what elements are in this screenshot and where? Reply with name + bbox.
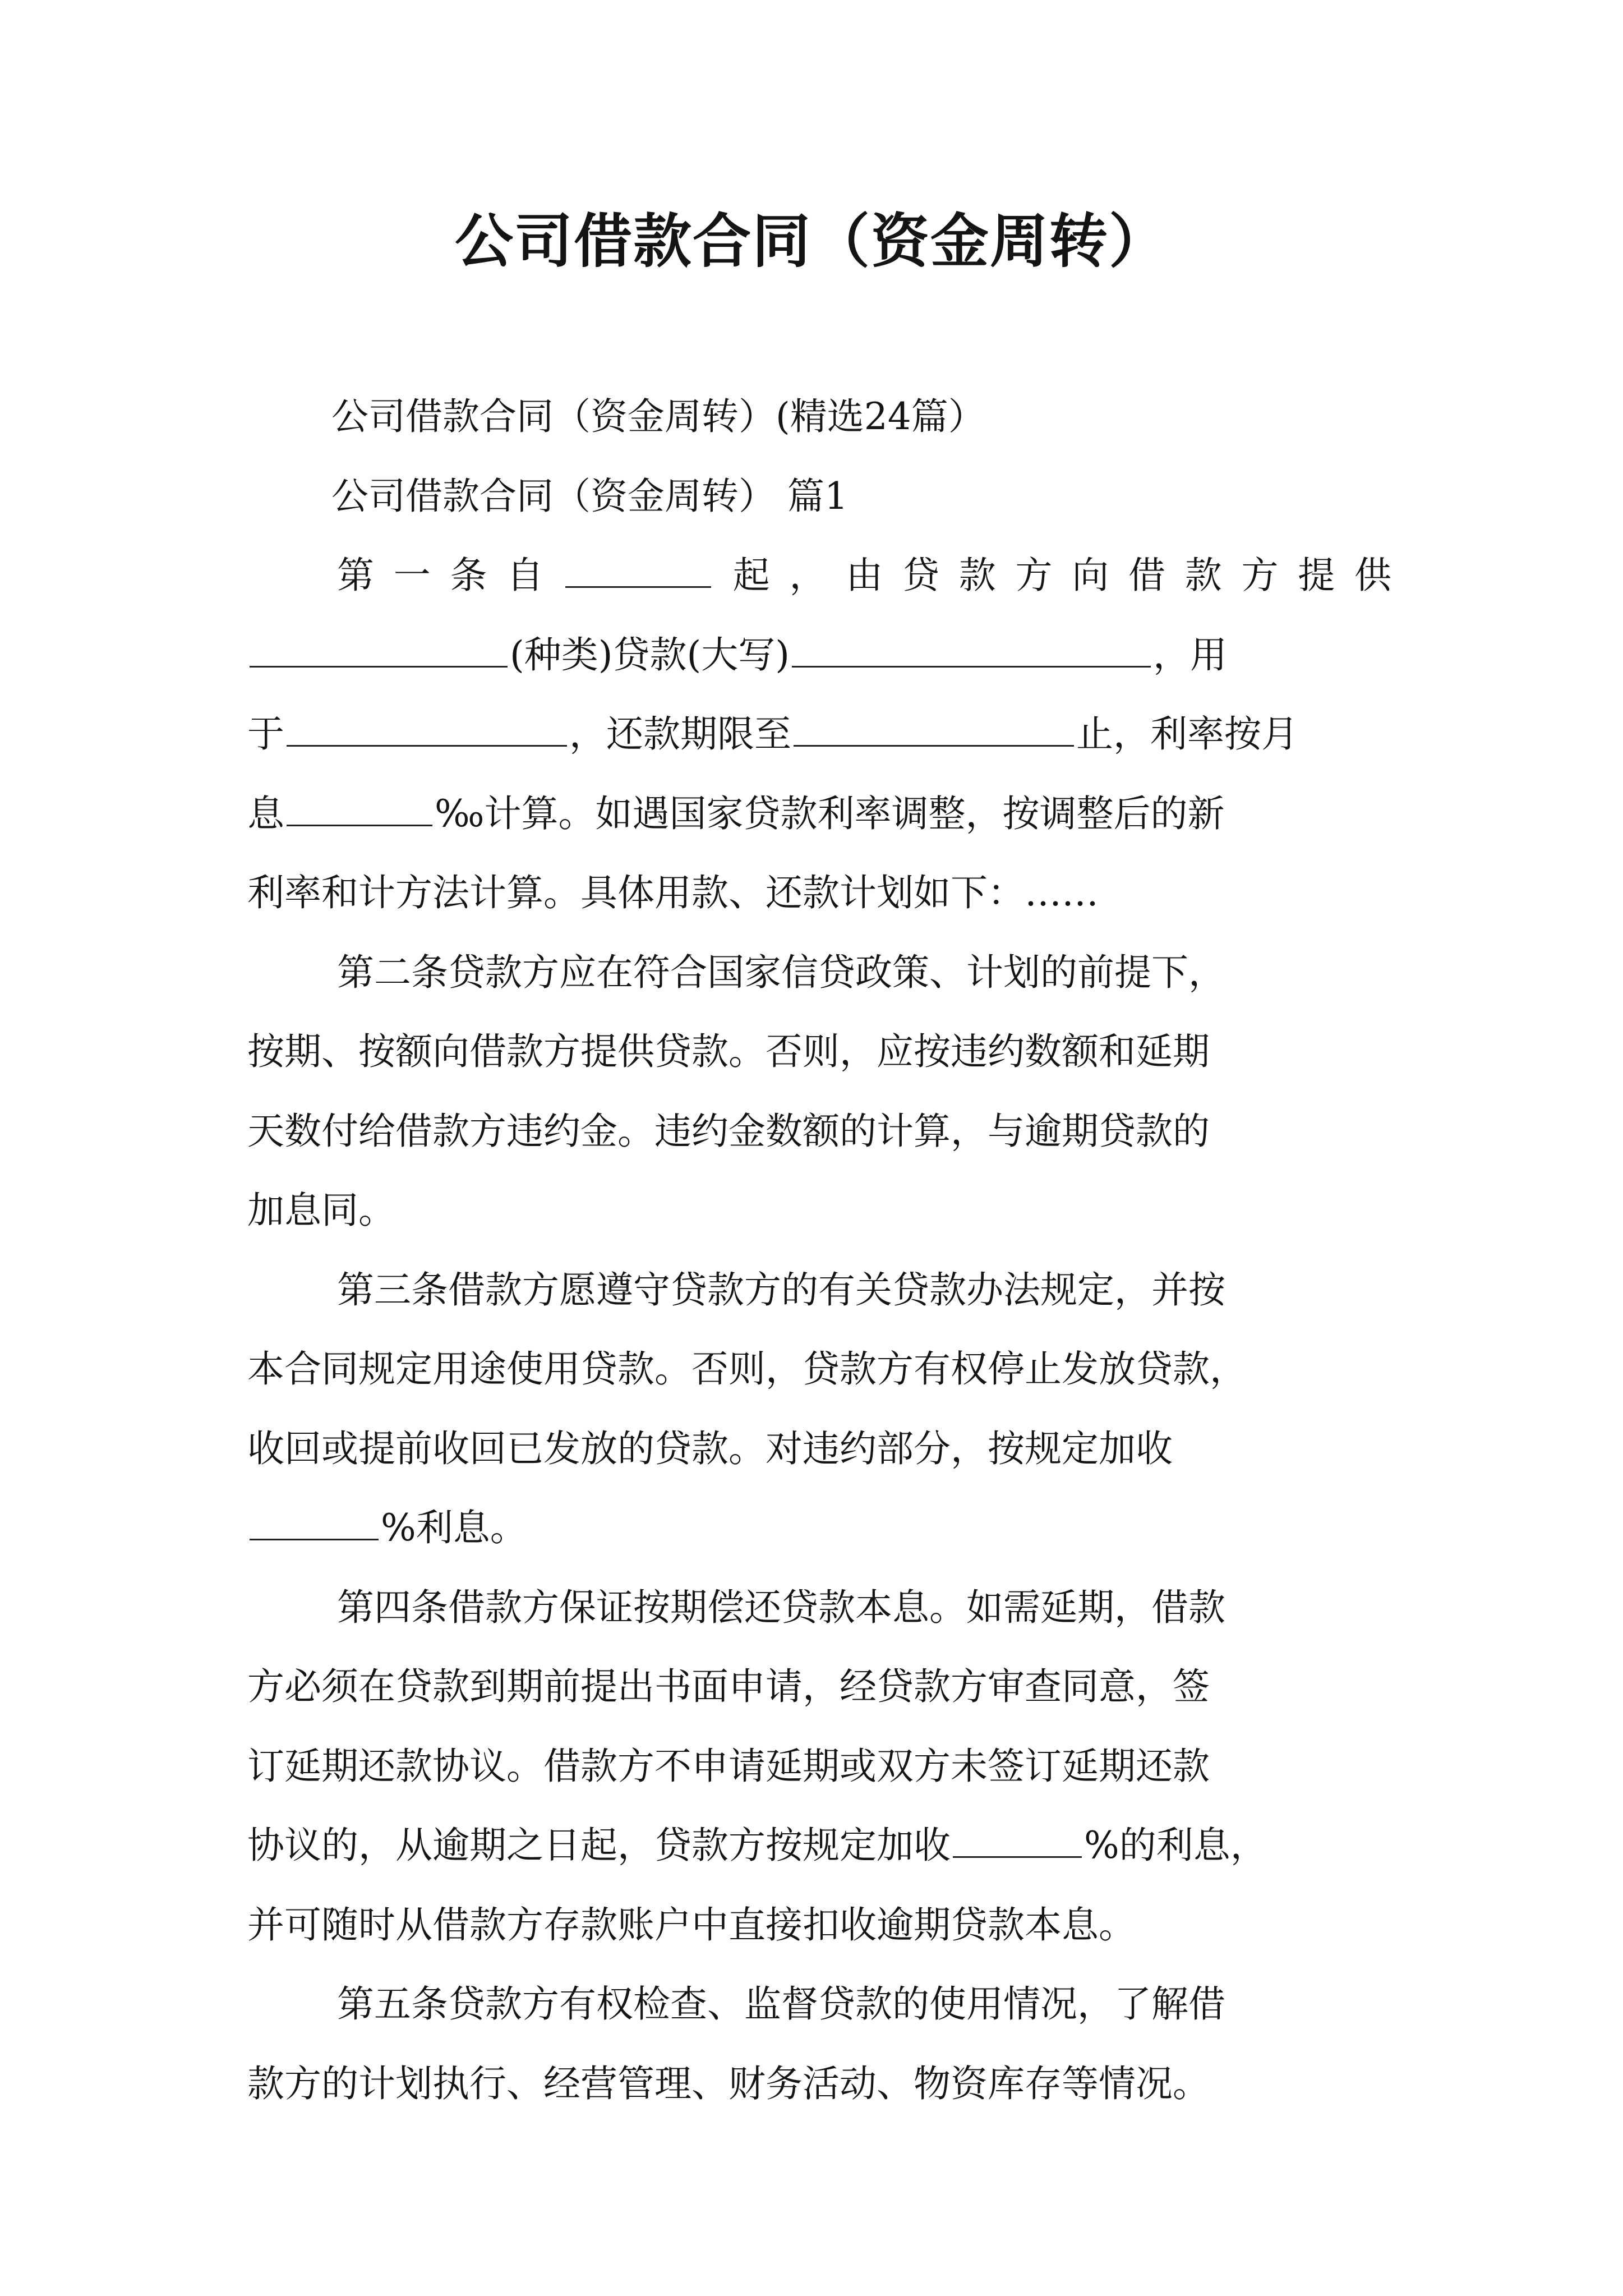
article-text: 第一条自: [337, 554, 563, 597]
article-3-line-3: 收回或提前收回已发放的贷款。对违约部分，按规定加收: [247, 1427, 1173, 1470]
article-1-line-4: [247, 774, 1391, 854]
article-4-line-4: [247, 1806, 1391, 1885]
document-title: 公司借款合同（资金周转）: [454, 207, 1168, 275]
article-text: 起，由贷款方向借款方提供: [713, 554, 1391, 597]
article-1-line-1: [247, 536, 1391, 615]
fill-in-blank: [250, 1497, 379, 1540]
fill-in-blank: [794, 703, 1074, 747]
document-body: [247, 377, 1391, 2123]
article-3-line-4: [247, 1488, 1391, 1568]
article-1-line-2: [247, 615, 1391, 695]
article-3-line-2: 本合同规定用途使用贷款。否则，贷款方有权停止发放贷款，: [247, 1347, 1247, 1391]
fill-in-blank: [287, 703, 567, 747]
article-text: 止，利率按月: [1076, 712, 1298, 756]
fill-in-blank: [953, 1815, 1082, 1858]
article-2-line-3: 天数付给借款方违约金。违约金数额的计算，与逾期贷款的: [247, 1109, 1210, 1153]
article-text: ，还款期限至: [569, 712, 791, 756]
article-text: ‰计算。如遇国家贷款利率调整，按调整后的新: [435, 792, 1225, 835]
article-text: 协议的，从逾期之日起，贷款方按规定加收: [247, 1824, 951, 1867]
article-5-line-2: 款方的计划执行、经营管理、财务活动、物资库存等情况。: [247, 2062, 1210, 2105]
article-2-line-1: 第二条贷款方应在符合国家信贷政策、计划的前提下，: [337, 950, 1225, 994]
article-text: (种类)贷款(大写): [510, 633, 790, 677]
fill-in-blank: [287, 783, 432, 826]
fill-in-blank: [792, 624, 1151, 668]
article-text: %利息。: [381, 1506, 527, 1549]
article-text: 息: [247, 792, 284, 835]
section-heading: 公司借款合同（资金周转） 篇1: [331, 474, 848, 518]
article-4-line-5: 并可随时从借款方存款账户中直接扣收逾期贷款本息。: [247, 1903, 1136, 1947]
fill-in-blank: [250, 624, 508, 668]
document-subtitle: 公司借款合同（资金周转）(精选24篇）: [331, 395, 985, 438]
article-text: %的利息，: [1084, 1824, 1267, 1867]
article-2-line-4: 加息同。: [247, 1189, 395, 1232]
article-text: 于: [247, 712, 284, 756]
article-5-line-1: 第五条贷款方有权检查、监督贷款的使用情况，了解借: [337, 1982, 1225, 2026]
article-4-line-2: 方必须在贷款到期前提出书面申请，经贷款方审查同意，签: [247, 1665, 1210, 1708]
article-text: ，用: [1153, 633, 1227, 677]
article-1-line-3: [247, 694, 1391, 774]
article-1-line-5: 利率和计方法计算。具体用款、还款计划如下：……: [247, 871, 1099, 914]
article-3-line-1: 第三条借款方愿遵守贷款方的有关贷款办法规定，并按: [337, 1268, 1225, 1312]
fill-in-blank: [565, 545, 711, 588]
article-4-line-1: 第四条借款方保证按期偿还贷款本息。如需延期，借款: [337, 1585, 1225, 1629]
article-4-line-3: 订延期还款协议。借款方不申请延期或双方未签订延期还款: [247, 1744, 1210, 1788]
article-2-line-2: 按期、按额向借款方提供贷款。否则，应按违约数额和延期: [247, 1030, 1210, 1073]
